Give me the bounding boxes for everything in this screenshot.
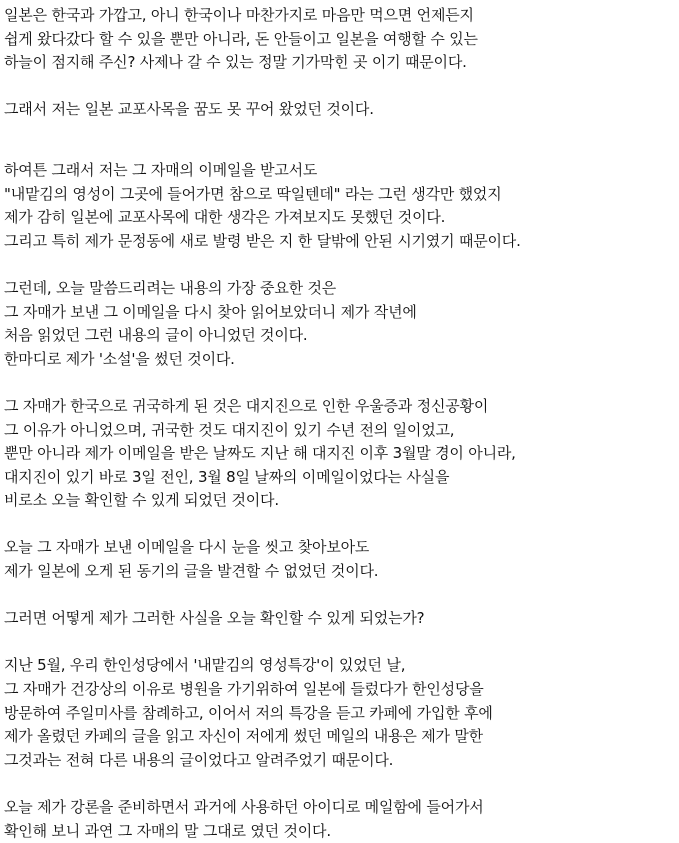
- text-line: 확인해 보니 과연 그 자매의 말 그대로 였던 것이다.: [4, 821, 331, 840]
- text-line: 제가 올렸던 카페의 글을 읽고 자신이 저에게 썼던 메일의 내용은 제가 말한: [4, 727, 483, 746]
- paragraph-6: [4, 536, 676, 583]
- text-line: 한마디로 제가 '소설'을 썼던 것이다.: [4, 349, 235, 368]
- text-line: 그 자매가 보낸 그 이메일을 다시 찾아 읽어보았더니 제가 작년에: [4, 302, 417, 321]
- text-line: 그 자매가 한국으로 귀국하게 된 것은 대지진으로 인한 우울증과 정신공황이: [4, 396, 489, 415]
- paragraph-5: [4, 395, 676, 513]
- text-line: 하늘이 점지해 주신? 사제나 갈 수 있는 정말 기가막힌 곳 이기 때문이다.: [4, 53, 467, 72]
- document-body: [4, 4, 676, 843]
- paragraph-spacer: [4, 122, 676, 159]
- text-line: 그러면 어떻게 제가 그러한 사실을 오늘 확인할 수 있게 되었는가?: [4, 609, 425, 628]
- paragraph-spacer: [4, 75, 676, 99]
- paragraph-spacer: [4, 631, 676, 655]
- text-line: 그 자매가 건강상의 이유로 병원을 가기위하여 일본에 들렀다가 한인성당을: [4, 680, 484, 699]
- paragraph-1: [4, 4, 676, 75]
- text-line: 제가 일본에 오게 된 동기의 글을 발견할 수 없었던 것이다.: [4, 562, 379, 581]
- paragraph-spacer: [4, 371, 676, 395]
- text-line: 쉽게 왔다갔다 할 수 있을 뿐만 아니라, 돈 안들이고 일본을 여행할 수 있는: [4, 29, 478, 48]
- text-line: 제가 감히 일본에 교포사목에 대한 생각은 가져보지도 못했던 것이다.: [4, 208, 446, 227]
- text-line: 그리고 특히 제가 문정동에 새로 발령 받은 지 한 달밖에 안된 시기였기 때문이다.: [4, 231, 521, 250]
- text-line: 그것과는 전혀 다른 내용의 글이었다고 알려주었기 때문이다.: [4, 750, 394, 769]
- text-line: 하여튼 그래서 저는 그 자매의 이메일을 받고서도: [4, 160, 318, 179]
- paragraph-spacer: [4, 253, 676, 277]
- text-line: "내맡김의 영성이 그곳에 들어가면 참으로 딱일텐데" 라는 그런 생각만 했었지: [4, 184, 502, 203]
- text-line: 지난 5월, 우리 한인성당에서 '내맡김의 영성특강'이 있었던 날,: [4, 656, 406, 675]
- paragraph-7: [4, 607, 676, 631]
- text-line: 뿐만 아니라 제가 이메일을 받은 날짜도 지난 해 대지진 이후 3월말 경이 아니라,: [4, 444, 516, 463]
- text-line: 오늘 그 자매가 보낸 이메일을 다시 눈을 씻고 찾아보아도: [4, 538, 370, 557]
- text-line: 그런데, 오늘 말씀드리려는 내용의 가장 중요한 것은: [4, 278, 337, 297]
- paragraph-2: [4, 98, 676, 122]
- text-line: 그래서 저는 일본 교포사목을 꿈도 못 꾸어 왔었던 것이다.: [4, 100, 374, 119]
- text-line: 처음 읽었던 그런 내용의 글이 아니었던 것이다.: [4, 326, 308, 345]
- paragraph-spacer: [4, 772, 676, 796]
- paragraph-3: [4, 159, 676, 253]
- text-line: 일본은 한국과 가깝고, 아니 한국이나 마찬가지로 마음만 먹으면 언제든지: [4, 6, 474, 24]
- text-line: 비로소 오늘 확인할 수 있게 되었던 것이다.: [4, 491, 279, 510]
- text-line: 방문하여 주일미사를 참례하고, 이어서 저의 특강을 듣고 카페에 가입한 후에: [4, 703, 493, 722]
- text-line: 오늘 제가 강론을 준비하면서 과거에 사용하던 아이디로 메일함에 들어가서: [4, 798, 484, 816]
- text-line: 대지진이 있기 바로 3일 전인, 3월 8일 날짜의 이메일이었다는 사실을: [4, 467, 450, 486]
- paragraph-4: [4, 277, 676, 371]
- paragraph-9: [4, 796, 676, 843]
- paragraph-spacer: [4, 513, 676, 537]
- text-line: 그 이유가 아니었으며, 귀국한 것도 대지진이 있기 수년 전의 일이었고,: [4, 420, 455, 439]
- paragraph-8: [4, 654, 676, 772]
- paragraph-spacer: [4, 584, 676, 608]
